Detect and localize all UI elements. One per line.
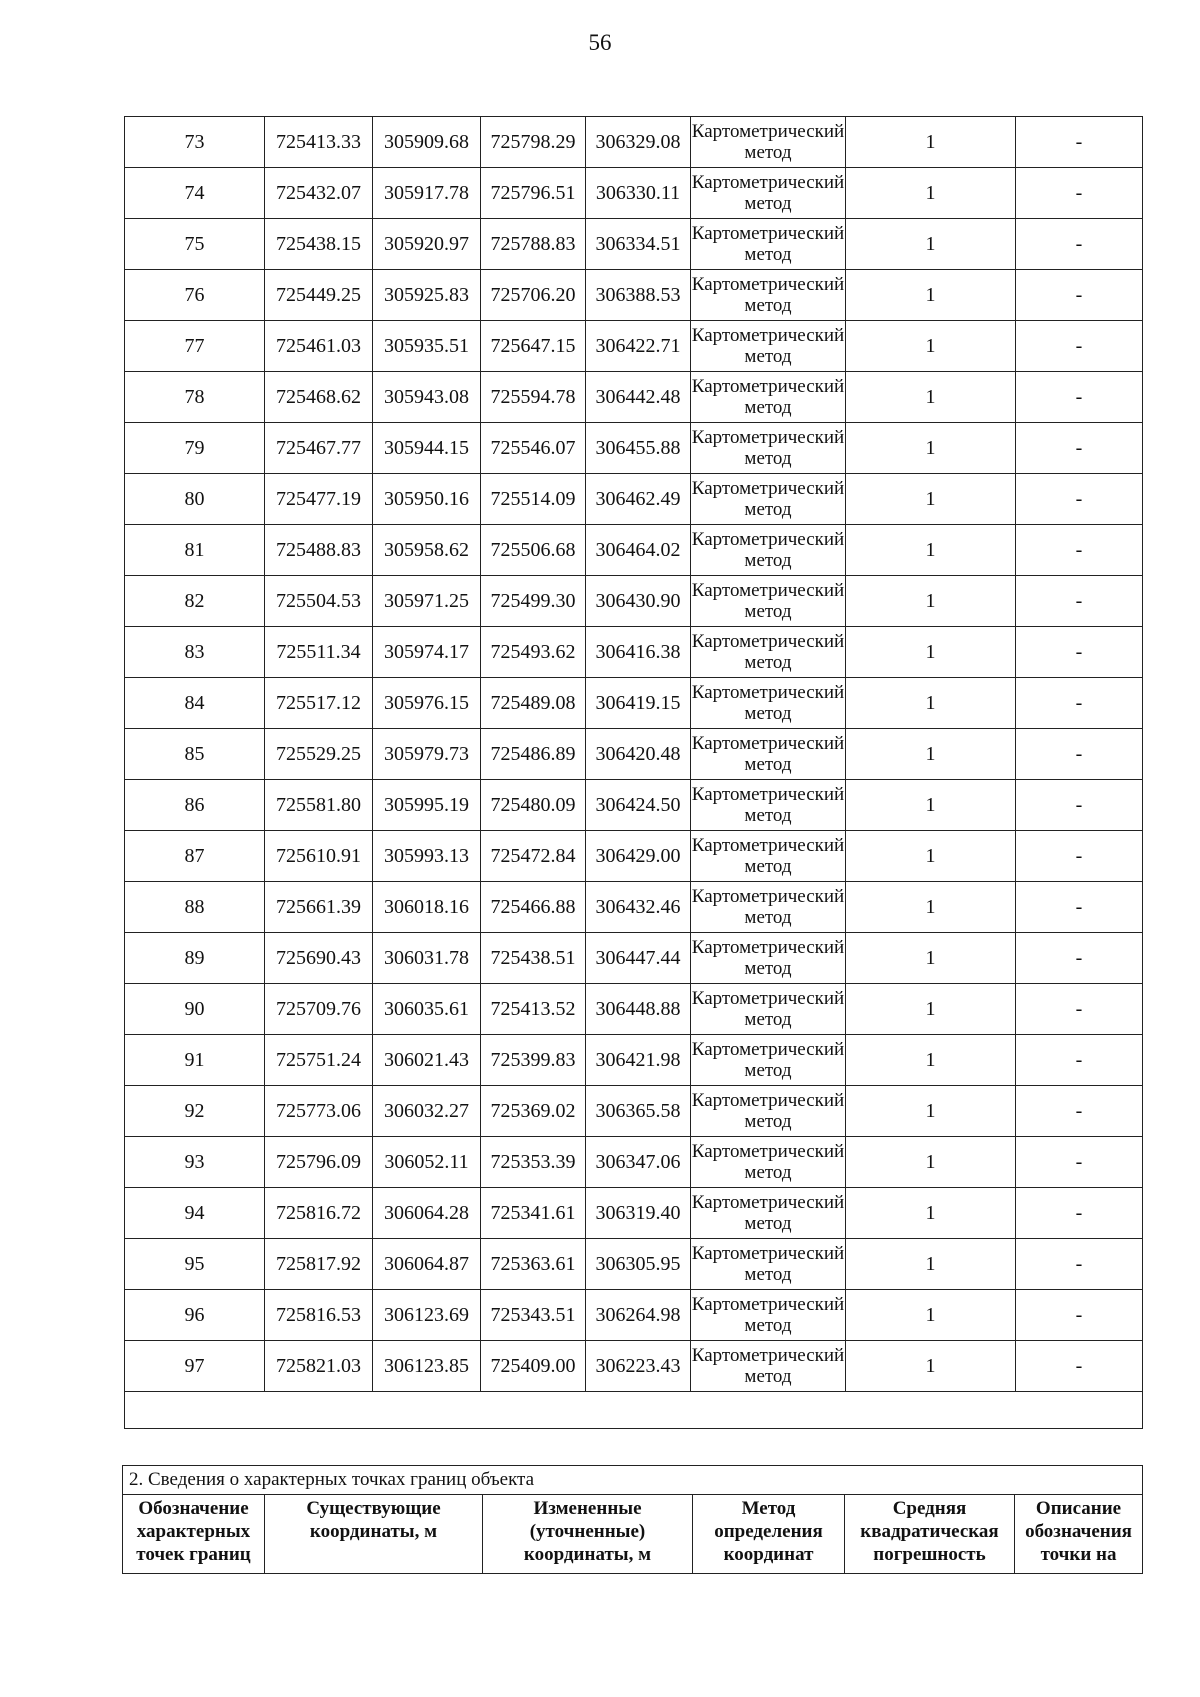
method-cell: Картометрический метод <box>691 678 846 729</box>
point-number-cell: 93 <box>125 1137 265 1188</box>
description-cell: - <box>1016 627 1143 678</box>
description-cell: - <box>1016 576 1143 627</box>
changed-y-cell: 306416.38 <box>586 627 691 678</box>
table-row <box>125 1035 1143 1086</box>
changed-y-cell: 306347.06 <box>586 1137 691 1188</box>
accuracy-cell: 1 <box>846 933 1016 984</box>
changed-x-cell: 725506.68 <box>481 525 586 576</box>
method-cell: Картометрический метод <box>691 372 846 423</box>
changed-y-cell: 306420.48 <box>586 729 691 780</box>
coordinates-table-body <box>125 117 1143 1392</box>
existing-x-cell: 725432.07 <box>265 168 373 219</box>
method-cell: Картометрический метод <box>691 882 846 933</box>
existing-y-cell: 305920.97 <box>373 219 481 270</box>
description-cell: - <box>1016 678 1143 729</box>
existing-x-cell: 725461.03 <box>265 321 373 372</box>
existing-y-cell: 305943.08 <box>373 372 481 423</box>
changed-x-cell: 725409.00 <box>481 1341 586 1392</box>
existing-x-cell: 725690.43 <box>265 933 373 984</box>
point-number-cell: 81 <box>125 525 265 576</box>
description-cell: - <box>1016 525 1143 576</box>
changed-y-cell: 306447.44 <box>586 933 691 984</box>
description-cell: - <box>1016 168 1143 219</box>
description-cell: - <box>1016 321 1143 372</box>
point-number-cell: 85 <box>125 729 265 780</box>
method-cell: Картометрический метод <box>691 423 846 474</box>
existing-x-cell: 725610.91 <box>265 831 373 882</box>
point-number-cell: 92 <box>125 1086 265 1137</box>
table-row <box>125 474 1143 525</box>
existing-y-cell: 306123.85 <box>373 1341 481 1392</box>
accuracy-cell: 1 <box>846 984 1016 1035</box>
coordinates-table <box>124 116 1143 1429</box>
description-cell: - <box>1016 117 1143 168</box>
existing-y-cell: 306064.28 <box>373 1188 481 1239</box>
table-row <box>125 321 1143 372</box>
accuracy-cell: 1 <box>846 321 1016 372</box>
changed-x-cell: 725594.78 <box>481 372 586 423</box>
empty-cell <box>125 1392 1143 1429</box>
accuracy-cell: 1 <box>846 1035 1016 1086</box>
point-number-cell: 96 <box>125 1290 265 1341</box>
point-number-cell: 97 <box>125 1341 265 1392</box>
existing-x-cell: 725816.53 <box>265 1290 373 1341</box>
point-number-cell: 84 <box>125 678 265 729</box>
point-number-cell: 82 <box>125 576 265 627</box>
changed-x-cell: 725493.62 <box>481 627 586 678</box>
existing-y-cell: 305950.16 <box>373 474 481 525</box>
changed-x-cell: 725341.61 <box>481 1188 586 1239</box>
point-number-cell: 94 <box>125 1188 265 1239</box>
existing-y-cell: 306035.61 <box>373 984 481 1035</box>
table-row <box>125 270 1143 321</box>
changed-x-cell: 725486.89 <box>481 729 586 780</box>
existing-x-cell: 725821.03 <box>265 1341 373 1392</box>
changed-y-cell: 306432.46 <box>586 882 691 933</box>
changed-x-cell: 725499.30 <box>481 576 586 627</box>
description-cell: - <box>1016 1086 1143 1137</box>
accuracy-cell: 1 <box>846 474 1016 525</box>
table-row <box>125 219 1143 270</box>
changed-y-cell: 306429.00 <box>586 831 691 882</box>
description-cell: - <box>1016 423 1143 474</box>
accuracy-cell: 1 <box>846 576 1016 627</box>
existing-x-cell: 725816.72 <box>265 1188 373 1239</box>
existing-y-cell: 306123.69 <box>373 1290 481 1341</box>
existing-x-cell: 725773.06 <box>265 1086 373 1137</box>
changed-y-cell: 306388.53 <box>586 270 691 321</box>
changed-x-cell: 725369.02 <box>481 1086 586 1137</box>
table-row <box>125 1137 1143 1188</box>
existing-x-cell: 725511.34 <box>265 627 373 678</box>
accuracy-cell: 1 <box>846 1086 1016 1137</box>
existing-x-cell: 725517.12 <box>265 678 373 729</box>
point-number-cell: 74 <box>125 168 265 219</box>
existing-x-cell: 725504.53 <box>265 576 373 627</box>
point-number-cell: 75 <box>125 219 265 270</box>
accuracy-cell: 1 <box>846 372 1016 423</box>
method-cell: Картометрический метод <box>691 270 846 321</box>
accuracy-cell: 1 <box>846 117 1016 168</box>
point-number-cell: 73 <box>125 117 265 168</box>
method-cell: Картометрический метод <box>691 474 846 525</box>
existing-y-cell: 306018.16 <box>373 882 481 933</box>
table-row <box>125 576 1143 627</box>
description-cell: - <box>1016 984 1143 1035</box>
page-number: 56 <box>588 30 612 55</box>
existing-x-cell: 725449.25 <box>265 270 373 321</box>
method-cell: Картометрический метод <box>691 780 846 831</box>
accuracy-cell: 1 <box>846 729 1016 780</box>
accuracy-cell: 1 <box>846 168 1016 219</box>
section2-title-row <box>123 1466 1143 1495</box>
method-cell: Картометрический метод <box>691 1290 846 1341</box>
accuracy-cell: 1 <box>846 678 1016 729</box>
point-number-cell: 90 <box>125 984 265 1035</box>
changed-y-cell: 306448.88 <box>586 984 691 1035</box>
existing-x-cell: 725413.33 <box>265 117 373 168</box>
changed-y-cell: 306334.51 <box>586 219 691 270</box>
header-mean-square-error: Средняя квадратическая погрешность <box>845 1495 1015 1574</box>
existing-x-cell: 725468.62 <box>265 372 373 423</box>
changed-y-cell: 306305.95 <box>586 1239 691 1290</box>
existing-x-cell: 725661.39 <box>265 882 373 933</box>
point-number-cell: 91 <box>125 1035 265 1086</box>
changed-y-cell: 306223.43 <box>586 1341 691 1392</box>
changed-x-cell: 725353.39 <box>481 1137 586 1188</box>
method-cell: Картометрический метод <box>691 1035 846 1086</box>
existing-x-cell: 725438.15 <box>265 219 373 270</box>
section2-table <box>122 1465 1143 1574</box>
existing-x-cell: 725817.92 <box>265 1239 373 1290</box>
changed-x-cell: 725706.20 <box>481 270 586 321</box>
existing-y-cell: 306064.87 <box>373 1239 481 1290</box>
existing-y-cell: 305917.78 <box>373 168 481 219</box>
point-number-cell: 88 <box>125 882 265 933</box>
existing-y-cell: 305909.68 <box>373 117 481 168</box>
description-cell: - <box>1016 372 1143 423</box>
point-number-cell: 86 <box>125 780 265 831</box>
accuracy-cell: 1 <box>846 423 1016 474</box>
section2-title: 2. Сведения о характерных точках границ объекта <box>123 1466 1143 1495</box>
description-cell: - <box>1016 219 1143 270</box>
method-cell: Картометрический метод <box>691 933 846 984</box>
table-row <box>125 729 1143 780</box>
point-number-cell: 95 <box>125 1239 265 1290</box>
description-cell: - <box>1016 882 1143 933</box>
table-row <box>125 627 1143 678</box>
description-cell: - <box>1016 474 1143 525</box>
changed-y-cell: 306264.98 <box>586 1290 691 1341</box>
changed-x-cell: 725413.52 <box>481 984 586 1035</box>
header-point-description: Описание обозначения точки на <box>1015 1495 1143 1574</box>
table-row <box>125 831 1143 882</box>
accuracy-cell: 1 <box>846 270 1016 321</box>
table-row <box>125 168 1143 219</box>
table-row <box>125 525 1143 576</box>
table-row <box>125 780 1143 831</box>
description-cell: - <box>1016 1239 1143 1290</box>
changed-y-cell: 306424.50 <box>586 780 691 831</box>
changed-x-cell: 725796.51 <box>481 168 586 219</box>
table-row <box>125 678 1143 729</box>
table-row <box>125 1086 1143 1137</box>
method-cell: Картометрический метод <box>691 627 846 678</box>
description-cell: - <box>1016 270 1143 321</box>
method-cell: Картометрический метод <box>691 525 846 576</box>
description-cell: - <box>1016 1290 1143 1341</box>
changed-x-cell: 725788.83 <box>481 219 586 270</box>
existing-y-cell: 305974.17 <box>373 627 481 678</box>
existing-y-cell: 305971.25 <box>373 576 481 627</box>
changed-x-cell: 725480.09 <box>481 780 586 831</box>
changed-x-cell: 725438.51 <box>481 933 586 984</box>
description-cell: - <box>1016 1035 1143 1086</box>
existing-y-cell: 305944.15 <box>373 423 481 474</box>
method-cell: Картометрический метод <box>691 321 846 372</box>
accuracy-cell: 1 <box>846 1239 1016 1290</box>
method-cell: Картометрический метод <box>691 1137 846 1188</box>
method-cell: Картометрический метод <box>691 117 846 168</box>
header-method: Метод определения координат <box>693 1495 845 1574</box>
method-cell: Картометрический метод <box>691 219 846 270</box>
description-cell: - <box>1016 729 1143 780</box>
header-point-designation: Обозначение характерных точек границ <box>123 1495 265 1574</box>
existing-y-cell: 305993.13 <box>373 831 481 882</box>
accuracy-cell: 1 <box>846 525 1016 576</box>
table-row <box>125 1290 1143 1341</box>
changed-x-cell: 725466.88 <box>481 882 586 933</box>
existing-y-cell: 306052.11 <box>373 1137 481 1188</box>
header-existing-coords: Существующие координаты, м <box>265 1495 483 1574</box>
changed-y-cell: 306462.49 <box>586 474 691 525</box>
existing-y-cell: 305995.19 <box>373 780 481 831</box>
accuracy-cell: 1 <box>846 219 1016 270</box>
method-cell: Картометрический метод <box>691 168 846 219</box>
method-cell: Картометрический метод <box>691 1341 846 1392</box>
point-number-cell: 87 <box>125 831 265 882</box>
changed-x-cell: 725472.84 <box>481 831 586 882</box>
changed-y-cell: 306464.02 <box>586 525 691 576</box>
description-cell: - <box>1016 831 1143 882</box>
changed-y-cell: 306422.71 <box>586 321 691 372</box>
accuracy-cell: 1 <box>846 627 1016 678</box>
changed-x-cell: 725798.29 <box>481 117 586 168</box>
empty-row <box>125 1392 1143 1429</box>
changed-y-cell: 306319.40 <box>586 1188 691 1239</box>
changed-x-cell: 725363.61 <box>481 1239 586 1290</box>
point-number-cell: 80 <box>125 474 265 525</box>
table-row <box>125 1188 1143 1239</box>
existing-y-cell: 306032.27 <box>373 1086 481 1137</box>
changed-x-cell: 725647.15 <box>481 321 586 372</box>
changed-x-cell: 725343.51 <box>481 1290 586 1341</box>
accuracy-cell: 1 <box>846 1341 1016 1392</box>
changed-y-cell: 306329.08 <box>586 117 691 168</box>
table-row <box>125 372 1143 423</box>
point-number-cell: 77 <box>125 321 265 372</box>
existing-x-cell: 725488.83 <box>265 525 373 576</box>
accuracy-cell: 1 <box>846 1290 1016 1341</box>
description-cell: - <box>1016 1188 1143 1239</box>
accuracy-cell: 1 <box>846 882 1016 933</box>
changed-x-cell: 725399.83 <box>481 1035 586 1086</box>
table-row <box>125 882 1143 933</box>
description-cell: - <box>1016 933 1143 984</box>
header-changed-coords: Измененные (уточненные) координаты, м <box>483 1495 693 1574</box>
description-cell: - <box>1016 1341 1143 1392</box>
existing-x-cell: 725477.19 <box>265 474 373 525</box>
existing-y-cell: 305976.15 <box>373 678 481 729</box>
changed-x-cell: 725514.09 <box>481 474 586 525</box>
changed-y-cell: 306455.88 <box>586 423 691 474</box>
existing-y-cell: 306031.78 <box>373 933 481 984</box>
changed-x-cell: 725489.08 <box>481 678 586 729</box>
changed-y-cell: 306442.48 <box>586 372 691 423</box>
existing-y-cell: 305935.51 <box>373 321 481 372</box>
point-number-cell: 83 <box>125 627 265 678</box>
changed-y-cell: 306365.58 <box>586 1086 691 1137</box>
description-cell: - <box>1016 780 1143 831</box>
existing-x-cell: 725751.24 <box>265 1035 373 1086</box>
table-row <box>125 1341 1143 1392</box>
table-row <box>125 117 1143 168</box>
accuracy-cell: 1 <box>846 831 1016 882</box>
point-number-cell: 89 <box>125 933 265 984</box>
method-cell: Картометрический метод <box>691 984 846 1035</box>
existing-y-cell: 305925.83 <box>373 270 481 321</box>
existing-y-cell: 306021.43 <box>373 1035 481 1086</box>
method-cell: Картометрический метод <box>691 1239 846 1290</box>
table-row <box>125 423 1143 474</box>
table-row <box>125 984 1143 1035</box>
table-row <box>125 933 1143 984</box>
point-number-cell: 79 <box>125 423 265 474</box>
accuracy-cell: 1 <box>846 1137 1016 1188</box>
description-cell: - <box>1016 1137 1143 1188</box>
changed-y-cell: 306419.15 <box>586 678 691 729</box>
existing-x-cell: 725796.09 <box>265 1137 373 1188</box>
existing-y-cell: 305979.73 <box>373 729 481 780</box>
accuracy-cell: 1 <box>846 780 1016 831</box>
point-number-cell: 78 <box>125 372 265 423</box>
method-cell: Картометрический метод <box>691 729 846 780</box>
changed-x-cell: 725546.07 <box>481 423 586 474</box>
existing-y-cell: 305958.62 <box>373 525 481 576</box>
method-cell: Картометрический метод <box>691 576 846 627</box>
point-number-cell: 76 <box>125 270 265 321</box>
existing-x-cell: 725529.25 <box>265 729 373 780</box>
method-cell: Картометрический метод <box>691 1188 846 1239</box>
changed-y-cell: 306421.98 <box>586 1035 691 1086</box>
method-cell: Картометрический метод <box>691 1086 846 1137</box>
changed-y-cell: 306430.90 <box>586 576 691 627</box>
table-row <box>125 1239 1143 1290</box>
changed-y-cell: 306330.11 <box>586 168 691 219</box>
section2-header-row <box>123 1495 1143 1574</box>
accuracy-cell: 1 <box>846 1188 1016 1239</box>
existing-x-cell: 725581.80 <box>265 780 373 831</box>
existing-x-cell: 725709.76 <box>265 984 373 1035</box>
existing-x-cell: 725467.77 <box>265 423 373 474</box>
method-cell: Картометрический метод <box>691 831 846 882</box>
